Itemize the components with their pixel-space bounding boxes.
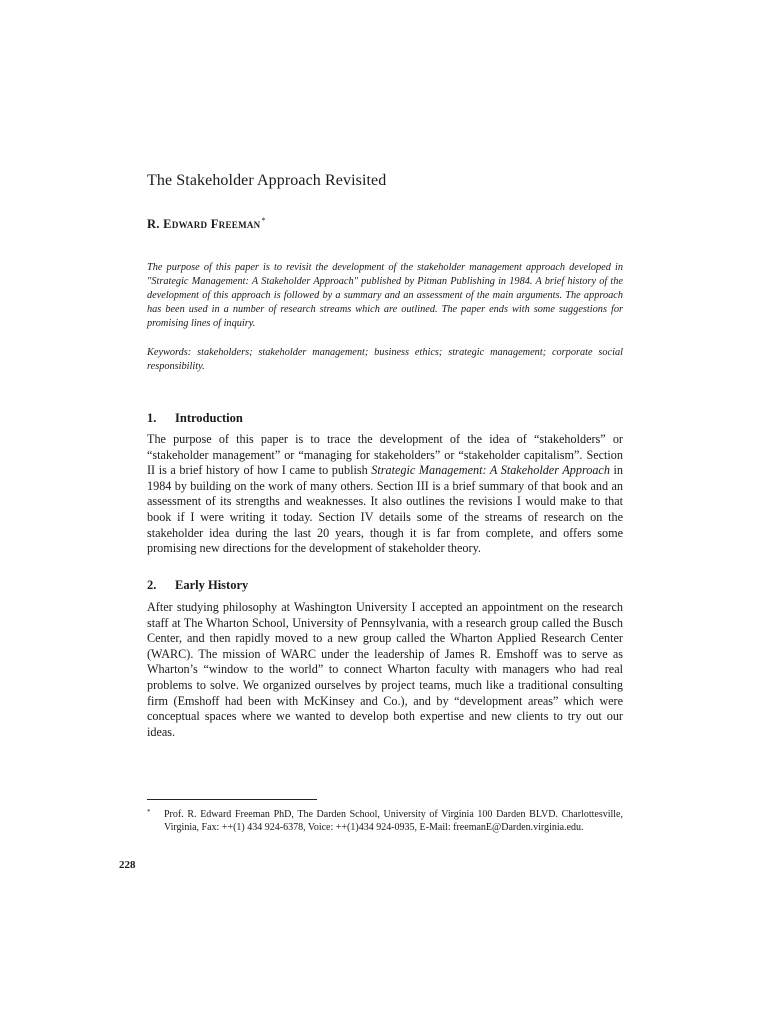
section-number: 1. bbox=[147, 411, 157, 425]
abstract: The purpose of this paper is to revisit the development of the stakeholder management approach developed in "Strategic Management: A Stakeholder Approach" published by Pitman Publishing in 1984. A brief history of the development of this approach is followed by a summary and an assessment of the main arguments. The approach has been used in a number of research streams which are outlined. The paper ends with some suggestions for promising lines of inquiry. bbox=[147, 262, 623, 329]
introduction-paragraph bbox=[147, 432, 623, 557]
paragraph-text: in 1984 by building on the work of many others. Section III is a brief summary of that book and an assessment of its strengths and weaknesses. It also outlines the revisions I would make to that book if I were writing it today. Section IV details some of the streams of research on the stakeholder idea during the last 20 years, though it is far from complete, and offers some promising new directions for the development of stakeholder theory. bbox=[147, 463, 624, 556]
section-title: Introduction bbox=[175, 411, 243, 425]
footnote bbox=[147, 808, 623, 834]
early-history-paragraph: After studying philosophy at Washington University I accepted an appointment on the research staff at The Wharton School, University of Pennsylvania, with a research group called the Busch Center, and then rapidly moved to a new group called the Wharton Applied Research Center (WARC). The mission of WARC under the leadership of James R. Emshoff was to serve as Wharton’s “window to the world” to connect Wharton faculty with managers who had real problems to solve. We organized ourselves by project teams, much like a traditional consulting firm (Emshoff had been with McKinsey and Co.), and by “development areas” which were conceptual spaces where we wanted to develop both expertise and new clients to try out our ideas. bbox=[147, 600, 623, 739]
section-heading-early-history bbox=[147, 578, 248, 593]
author-footnote-mark: * bbox=[261, 216, 266, 225]
footnote-mark: * bbox=[147, 808, 151, 816]
section-number: 2. bbox=[147, 578, 157, 592]
paragraph-text: The purpose of this paper is to trace the development of the idea of “stakeholders” or “stakeholder management” or “managing for stakeholders” or “stakeholder capitalism”. Section II is a brief history of how I came to publish bbox=[147, 432, 623, 478]
footnote-text: Prof. R. Edward Freeman PhD, The Darden School, University of Virginia 100 Darden BLVD. Charlottesville, Virginia, Fax: ++(1) 434 924-6378, Voice: ++(1)434 924-0935, E-Mail: freemanE@Darden.virginia.edu. bbox=[164, 809, 623, 833]
paper-title: The Stakeholder Approach Revisited bbox=[147, 172, 387, 189]
book-title: Strategic Management: A Stakeholder Approach bbox=[371, 463, 610, 478]
footnote-divider bbox=[147, 799, 317, 800]
author-line bbox=[147, 216, 266, 232]
keywords: Keywords: stakeholders; stakeholder management; business ethics; strategic management; corporate social responsibility. bbox=[147, 347, 623, 372]
section-title: Early History bbox=[175, 578, 249, 592]
page-number: 228 bbox=[119, 859, 136, 871]
section-heading-introduction bbox=[147, 411, 243, 426]
author-name: R. Edward Freeman bbox=[147, 217, 261, 232]
